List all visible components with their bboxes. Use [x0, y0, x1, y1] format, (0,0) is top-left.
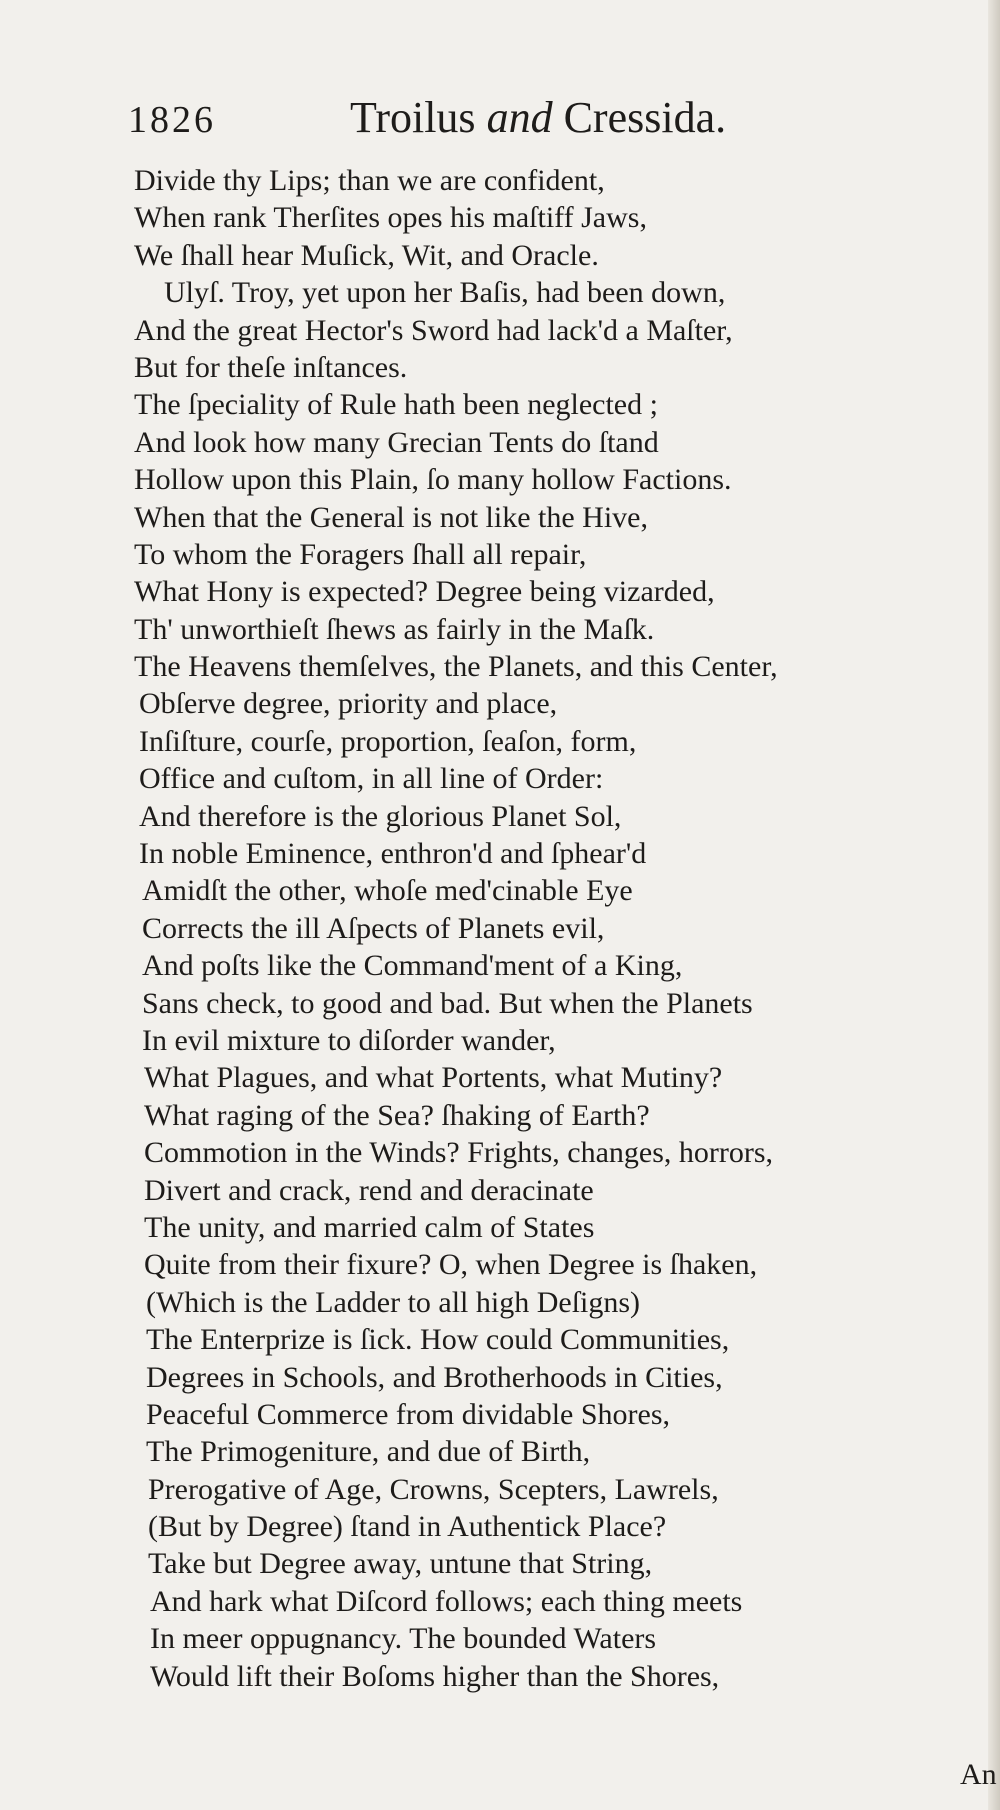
verse-line: The unity, and married calm of States — [144, 1210, 595, 1244]
verse-line: The ſpeciality of Rule hath been neglected ; — [134, 388, 658, 422]
verse-line: In noble Eminence, enthron'd and ſphear'd — [139, 837, 647, 871]
verse-line: The Primogeniture, and due of Birth, — [146, 1435, 591, 1469]
verse-line: Take but Degree away, untune that String, — [148, 1547, 653, 1581]
verse-line: In meer oppugnancy. The bounded Waters — [150, 1622, 657, 1656]
running-head-prefix: Troilus — [350, 93, 487, 142]
verse-line: Divert and crack, rend and deracinate — [144, 1173, 594, 1207]
verse-line: Divide thy Lips; than we are confident, — [134, 164, 605, 197]
verse-line: And poſts like the Command'ment of a King, — [142, 949, 683, 983]
verse-line: But for theſe inſtances. — [134, 350, 408, 384]
verse-line: What Plagues, and what Portents, what Mutiny? — [144, 1061, 723, 1095]
verse-line: The Heavens themſelves, the Planets, and this Center, — [134, 650, 778, 684]
verse-line: Degrees in Schools, and Brotherhoods in Cities, — [146, 1360, 723, 1394]
running-head-italic: and — [486, 93, 553, 142]
verse-line: (But by Degree) ſtand in Authentick Place? — [148, 1510, 667, 1544]
verse-line: Hollow upon this Plain, ſo many hollow Factions. — [134, 463, 732, 497]
verse-line: Prerogative of Age, Crowns, Scepters, Lawrels, — [148, 1472, 719, 1506]
page-header — [128, 92, 748, 152]
verse-line: Obſerve degree, priority and place, — [139, 687, 558, 721]
page-edge — [988, 0, 1000, 1810]
running-head — [350, 92, 726, 143]
verse-line: Commotion in the Winds? Frights, changes, horrors, — [144, 1136, 774, 1170]
verse-line: When rank Therſites opes his maſtiff Jaws, — [134, 201, 647, 235]
verse-text — [134, 162, 924, 1695]
verse-line: Th' unworthieſt ſhews as fairly in the Maſk. — [134, 612, 655, 646]
catchword: An — [960, 1758, 997, 1791]
verse-line: We ſhall hear Muſick, Wit, and Oracle. — [134, 238, 599, 272]
verse-line: In evil mixture to diſorder wander, — [142, 1023, 556, 1057]
verse-line: Amidſt the other, whoſe med'cinable Eye — [142, 874, 633, 908]
verse-line: Ulyſ. Troy, yet upon her Baſis, had been down, — [164, 276, 726, 310]
verse-line: And the great Hector's Sword had lack'd a Maſter, — [134, 313, 733, 347]
page-number: 1826 — [128, 99, 216, 141]
verse-line: To whom the Foragers ſhall all repair, — [134, 537, 587, 571]
verse-line: And look how many Grecian Tents do ſtand — [134, 425, 659, 459]
verse-line: Quite from their fixure? O, when Degree is ſhaken, — [144, 1248, 758, 1282]
verse-line: Would lift their Boſoms higher than the Shores, — [150, 1659, 720, 1693]
verse-line: Sans check, to good and bad. But when the Planets — [142, 986, 753, 1020]
verse-line: Office and cuſtom, in all line of Order: — [139, 762, 604, 796]
verse-line: And therefore is the glorious Planet Sol, — [139, 799, 622, 833]
verse-line: What raging of the Sea? ſhaking of Earth? — [144, 1098, 650, 1132]
verse-line: And hark what Diſcord follows; each thing meets — [150, 1584, 743, 1618]
verse-line: The Enterprize is ſick. How could Communities, — [146, 1323, 730, 1357]
running-head-suffix: Cressida. — [552, 93, 727, 142]
verse-line: Peaceful Commerce from dividable Shores, — [146, 1397, 671, 1431]
verse-line: When that the General is not like the Hive, — [134, 500, 648, 534]
verse-line: Inſiſture, courſe, proportion, ſeaſon, form, — [139, 724, 637, 758]
verse-line: (Which is the Ladder to all high Deſigns) — [146, 1285, 641, 1319]
verse-line: Corrects the ill Aſpects of Planets evil, — [142, 911, 605, 945]
verse-line: What Hony is expected? Degree being vizarded, — [134, 575, 715, 609]
